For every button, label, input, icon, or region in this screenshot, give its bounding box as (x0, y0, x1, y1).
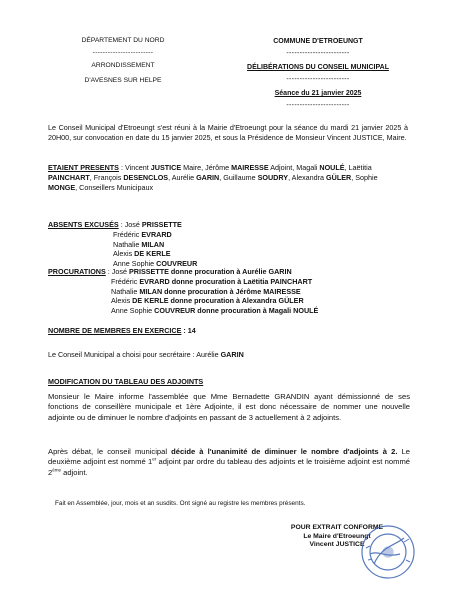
procurations-label: PROCURATIONS (48, 267, 106, 276)
procuration-to: GÜLER (278, 296, 304, 306)
procuration-to: PAINCHART (270, 276, 313, 286)
header-right-divider-3: ------------------------ (286, 102, 350, 110)
decision-intro: Après débat, le conseil municipal (48, 447, 172, 456)
procuration-row (48, 306, 418, 316)
decision-text-2: Le deuxième adjoint est nommé 1 (48, 447, 410, 467)
decision-text: décide à l'unanimité de diminuer le nombre d'adjoints à 2. (171, 447, 398, 456)
signature-line-1: POUR EXTRAIT CONFORME (290, 524, 384, 531)
header-right-divider-2: ------------------------ (286, 76, 350, 84)
absent-last-name: DE KERLE (134, 249, 171, 259)
present-text: , Sophie (351, 172, 378, 182)
absent-last-name: MILAN (141, 239, 165, 249)
absent-row (48, 220, 408, 230)
present-name: GARIN (196, 172, 220, 182)
procuration-last: MILAN (139, 286, 163, 296)
secretary-text: Le Conseil Municipal a choisi pour secrétaire : Aurélie (48, 350, 221, 359)
present-name: MAIRESSE (231, 163, 269, 172)
procuration-to: NOULÉ (293, 306, 319, 316)
procuration-last: EVRARD (139, 276, 170, 286)
procuration-first: Alexis (111, 296, 133, 306)
procuration-row (48, 287, 418, 297)
present-name: MONGE (48, 182, 76, 192)
absents-sep: : (118, 220, 125, 229)
signature-line-3: Vincent JUSTICE (309, 541, 365, 549)
procuration-first: Frédéric (111, 276, 140, 286)
procuration-mid: donne procuration à Laëtitia (169, 276, 271, 286)
present-text: , François (89, 172, 124, 182)
present-name: SOUDRY (257, 172, 289, 182)
procuration-last: DE KERLE (132, 296, 169, 306)
absent-last-name: PRISSETTE (141, 220, 182, 229)
present-text: , Laëtitia (344, 163, 372, 172)
members-value: : 14 (181, 326, 196, 335)
procuration-to: GARIN (268, 267, 292, 276)
absent-last-name: EVRARD (141, 229, 172, 239)
mairie-seal-icon (360, 524, 416, 580)
procuration-mid: donne procuration à Magali (195, 306, 294, 316)
absent-first-name: Frédéric (113, 229, 142, 239)
present-text: , Aurélie (168, 172, 197, 182)
absent-first-name: Nathalie (113, 239, 142, 249)
present-section (48, 163, 408, 192)
commune-label: COMMUNE D'ETROEUNGT (273, 38, 363, 45)
modification-title: MODIFICATION DU TABLEAU DES ADJOINTS (48, 377, 204, 386)
header-right (233, 37, 403, 116)
procuration-last: PRISSETTE (128, 267, 169, 276)
procuration-row (48, 267, 418, 277)
present-name: NOULÉ (319, 163, 345, 172)
members-label: NOMBRE DE MEMBRES EN EXERCICE (48, 326, 182, 335)
secretary-name: GARIN (220, 350, 244, 359)
signature-line-2: Le Maire d'Etroeungt (303, 532, 371, 540)
present-text: Adjoint, Magali (268, 163, 320, 172)
header-left-divider: ------------------------ (92, 48, 154, 56)
members-line (48, 326, 408, 336)
department-label: DÉPARTEMENT DU NORD (81, 37, 165, 44)
deliberations-title: DÉLIBÉRATIONS DU CONSEIL MUNICIPAL (247, 64, 389, 72)
footer-statement: Fait en Assemblée, jour, mois et an susdits. Ont signé au registre les membres présents. (55, 500, 306, 507)
avesnes-label: D'AVESNES SUR HELPE (84, 77, 162, 85)
procuration-to: MAIRESSE (263, 286, 301, 296)
present-sep: : Vincent (118, 163, 151, 172)
absent-row (48, 230, 408, 240)
present-text: Maire, Jérôme (181, 163, 232, 172)
secretary-line (48, 350, 408, 360)
present-name: DESENCLOS (123, 172, 169, 182)
procuration-mid: donne procuration à Aurélie (168, 267, 269, 276)
header-right-divider-1: ------------------------ (286, 50, 350, 58)
absents-section (48, 220, 408, 269)
decision-text-4: adjoint. (61, 467, 88, 477)
absent-row (48, 249, 408, 259)
procuration-first: José (111, 267, 129, 276)
present-name: GÜLER (326, 172, 352, 182)
modification-paragraph-2 (48, 447, 410, 478)
present-text: , Guillaume (219, 172, 258, 182)
absents-label: ABSENTS EXCUSÉS (48, 220, 119, 229)
procuration-row (48, 296, 418, 306)
absent-row (48, 240, 408, 250)
ordinal-sup: er (152, 456, 157, 462)
ordinal-sup: ème (52, 467, 61, 473)
absent-first-name: Alexis (113, 249, 135, 259)
present-label: ETAIENT PRESENTS (48, 163, 119, 172)
absent-last-name: COUVREUR (156, 259, 198, 269)
procuration-first: Nathalie (111, 286, 140, 296)
seance-date: Séance du 21 janvier 2025 (274, 90, 362, 98)
present-name: JUSTICE (150, 163, 182, 172)
present-name: PAINCHART (48, 172, 90, 182)
present-text: , Conseillers Municipaux (75, 182, 154, 192)
absent-first-name: José (124, 220, 142, 229)
intro-paragraph: Le Conseil Municipal d'Etroeungt s'est réuni à la Mairie d'Etroeungt pour la séance du mardi 21 janvier 2025 à 20H00, sur convocation en date du 15 janvier 2025, et sous la Présidence de Monsieur Vincent JUSTICE, Maire. (48, 123, 408, 142)
procurations-section (48, 267, 418, 316)
modification-paragraph-1: Monsieur le Maire informe l'assemblée que Mme Bernadette GRANDIN ayant démissionné de ses fonctions de conseillère municipale et 1ère Adjointe, il est donc nécessaire de nommer une nouvelle adjointe ou de diminuer le nombre d'adjoints en passant de 3 actuellement à 2 adjoints. (48, 392, 410, 422)
absent-first-name: Anne Sophie (113, 259, 157, 269)
procuration-first: Anne Sophie (111, 306, 155, 316)
arrondissement-label: ARRONDISSEMENT (91, 62, 155, 70)
procuration-mid: donne procuration à Jérôme (162, 286, 264, 296)
procurations-sep: : (105, 267, 112, 276)
present-text: , Alexandra (288, 172, 327, 182)
procuration-mid: donne procuration à Alexandra (168, 296, 279, 306)
decision-text-3: adjoint par ordre du tableau des adjoints et le troisième adjoint est nommé 2 (48, 457, 410, 477)
header-left (48, 37, 198, 86)
procuration-row (48, 277, 418, 287)
procuration-last: COUVREUR (154, 306, 196, 316)
